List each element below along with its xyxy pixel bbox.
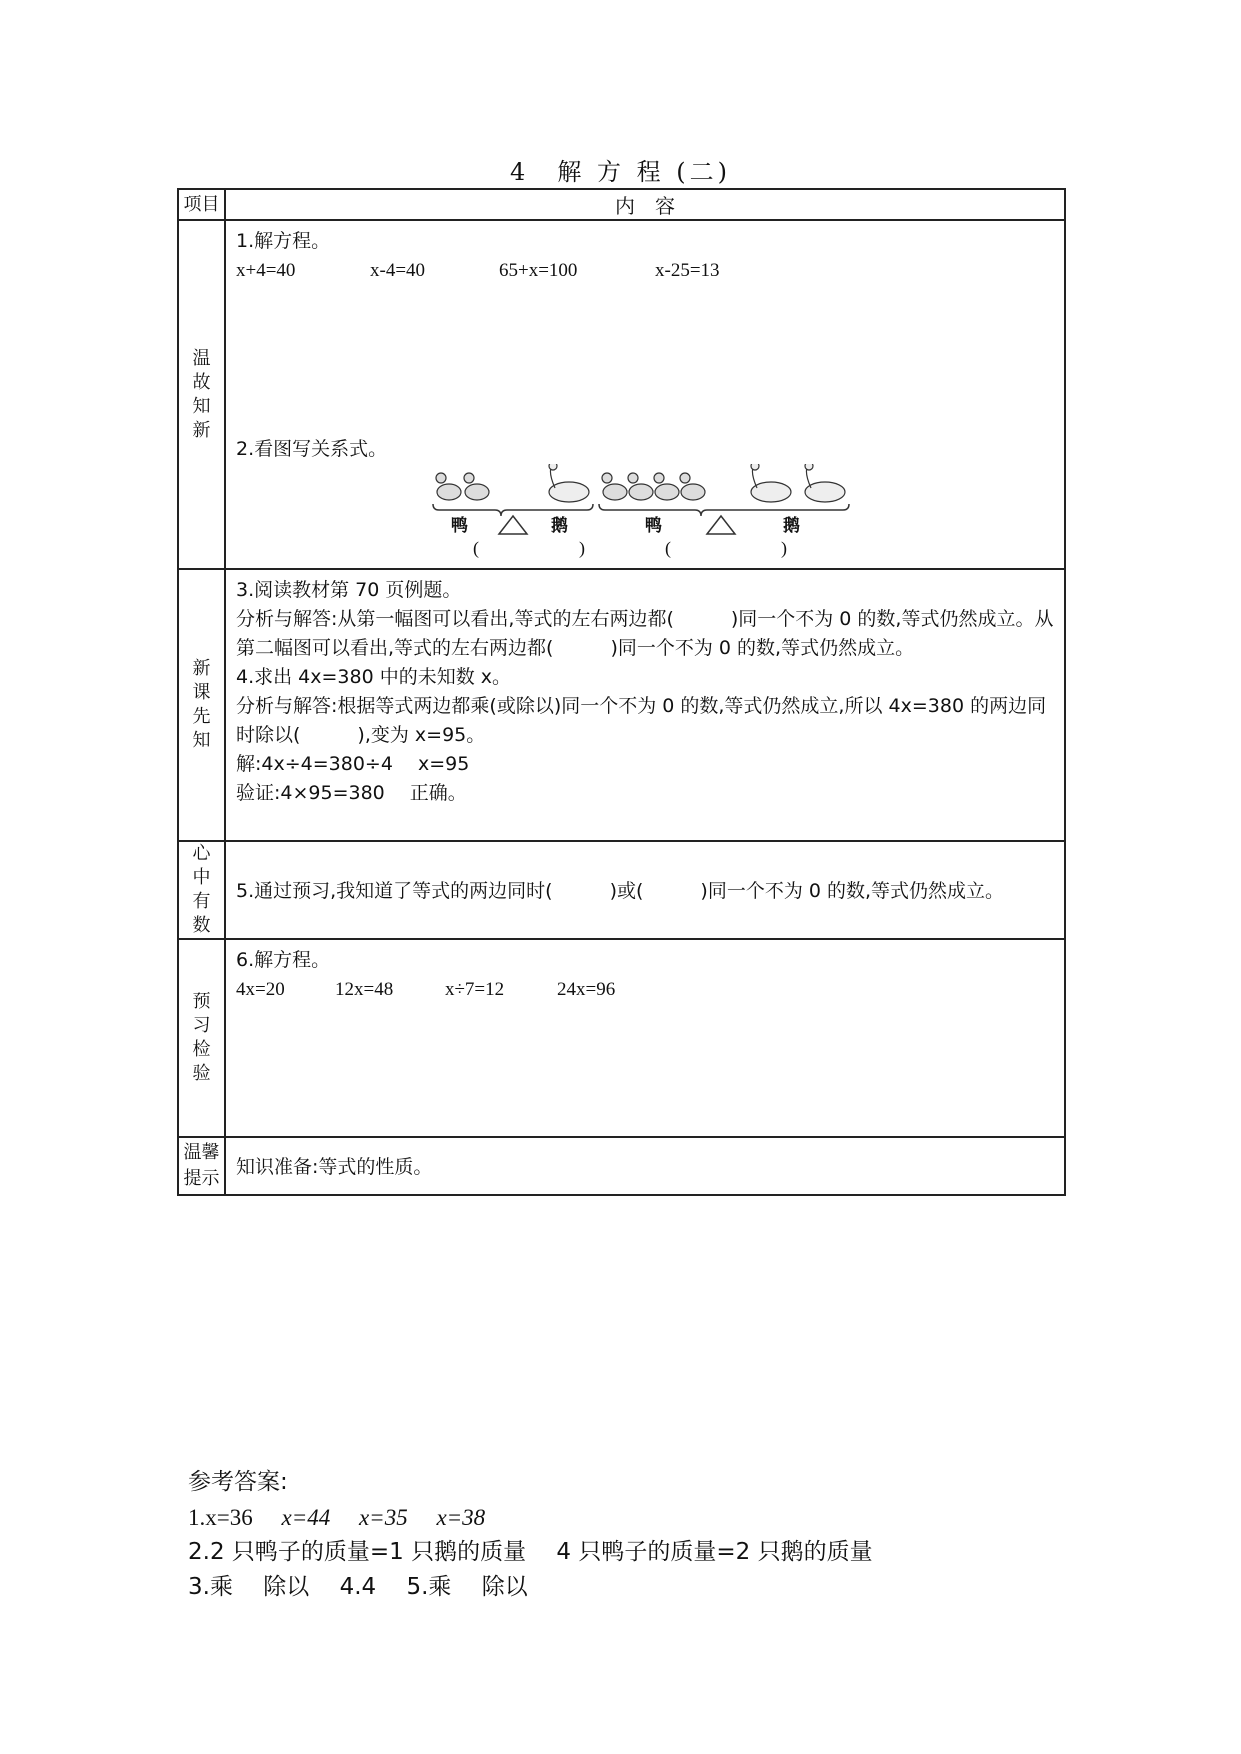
answer-heading: 参考答案:: [188, 1469, 288, 1495]
answer-item: x=44: [281, 1505, 331, 1530]
blank-paren: (: [473, 538, 479, 558]
answer-item: 1.x=36: [188, 1505, 253, 1530]
blank-paren: ): [579, 538, 585, 558]
page-title: 4 解 方 程 (二): [510, 158, 731, 186]
equation: 4x=20: [236, 979, 285, 1000]
header-content-cell: [225, 189, 1065, 220]
section-content: [225, 1137, 1065, 1195]
header-item-label: 项目: [183, 193, 220, 215]
equation-row-6: [236, 975, 1054, 1004]
section-label: 新课先知: [192, 658, 211, 751]
text-line: 知识准备:等式的性质。: [236, 1155, 433, 1178]
header-item-cell: [178, 189, 225, 220]
question-6: 6.解方程。: [236, 949, 331, 971]
blank-paren: ): [781, 538, 787, 558]
section-new-lesson: [178, 569, 1065, 841]
section-summary: [178, 841, 1065, 939]
text-line: 分析与解答:根据等式两边都乘(或除以)同一个不为 0 的数,等式仍然成立,所以 4x=380 的两边同时除以( ),变为 x=95。: [236, 695, 1047, 746]
text-line: 分析与解答:从第一幅图可以看出,等式的左右两边都( )同一个不为 0 的数,等式仍然成立。从第二幅图可以看出,等式的左右两边都( )同一个不为 0 的数,等式仍然成立。: [236, 608, 1054, 659]
blank-paren: (: [665, 538, 671, 558]
question-1: 1.解方程。: [236, 230, 331, 252]
section-label-cell: [178, 569, 225, 841]
worksheet-table: [177, 188, 1066, 1196]
section-label-cell: [178, 220, 225, 569]
section-tips: [178, 1137, 1065, 1195]
answer-line-3: 3.乘 除以 4.4 5.乘 除以: [188, 1574, 528, 1600]
goose-label: 鹅: [783, 516, 800, 536]
text-line: 解:4x÷4=380÷4 x=95: [236, 753, 470, 775]
section-label: 心中有数: [192, 843, 211, 936]
balance-fulcrum: [707, 516, 735, 534]
section-content: [225, 841, 1065, 939]
duck-label: 鸭: [451, 516, 468, 536]
text-line: 验证:4×95=380 正确。: [236, 782, 467, 804]
answer-space: [236, 285, 1054, 435]
section-label: 温馨提示: [183, 1142, 220, 1189]
answer-item: x=35: [358, 1505, 408, 1530]
duck-icon: [602, 473, 705, 500]
section-content: [225, 220, 1065, 569]
goose-icon: [751, 464, 845, 502]
section-label: 温故知新: [192, 347, 211, 441]
header-content-label: 内 容: [615, 194, 675, 218]
section-label-cell: [178, 939, 225, 1137]
section-label-cell: [178, 841, 225, 939]
goose-label: 鹅: [551, 516, 568, 536]
answer-item: x=38: [436, 1505, 486, 1530]
equation-row-1: [236, 256, 1054, 285]
answer-line-1: [188, 1500, 873, 1535]
text-line: 5.通过预习,我知道了等式的两边同时( )或( )同一个不为 0 的数,等式仍然成立。: [236, 879, 1005, 902]
equation: x+4=40: [236, 260, 296, 281]
equation: 12x=48: [335, 979, 394, 1000]
section-preview-check: [178, 939, 1065, 1137]
section-review: [178, 220, 1065, 569]
equation: 24x=96: [557, 979, 616, 1000]
duck-label: 鸭: [645, 516, 662, 536]
balance-illustration: [429, 464, 869, 564]
equation: x÷7=12: [445, 979, 505, 1000]
section-label: 预习检验: [192, 991, 211, 1084]
section-label-cell: [178, 1137, 225, 1195]
text-line: 3.阅读教材第 70 页例题。: [236, 579, 462, 601]
section-content: [225, 939, 1065, 1137]
section-content: [225, 569, 1065, 841]
text-line: 4.求出 4x=380 中的未知数 x。: [236, 666, 512, 688]
equation: x-4=40: [370, 260, 426, 281]
answer-key: [188, 1465, 873, 1605]
goose-icon: [549, 464, 589, 502]
equation: 65+x=100: [499, 260, 578, 281]
balance-fulcrum: [499, 516, 527, 534]
duck-icon: [436, 473, 489, 500]
equation: x-25=13: [655, 260, 720, 281]
answer-line-2: 2.2 只鸭子的质量=1 只鹅的质量 4 只鸭子的质量=2 只鹅的质量: [188, 1539, 873, 1565]
table-header-row: [178, 189, 1065, 220]
question-2: 2.看图写关系式。: [236, 438, 388, 460]
